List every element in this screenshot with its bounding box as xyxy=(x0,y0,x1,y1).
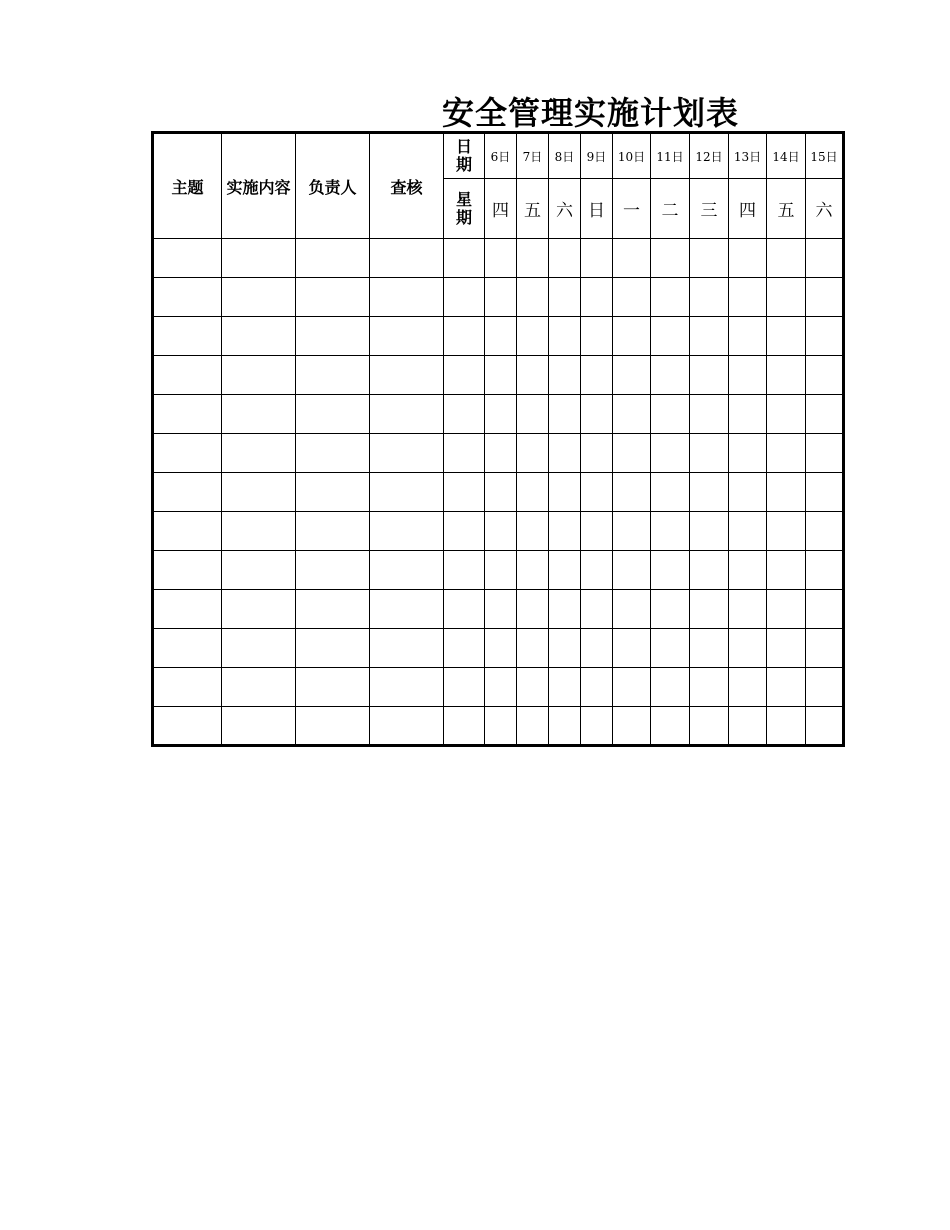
table-cell[interactable] xyxy=(370,473,444,512)
table-cell[interactable] xyxy=(581,356,613,395)
table-row xyxy=(153,278,844,317)
table-cell[interactable] xyxy=(296,473,370,512)
table-cell[interactable] xyxy=(549,356,581,395)
table-cell[interactable] xyxy=(651,590,690,629)
table-cell[interactable] xyxy=(222,239,296,278)
table-cell[interactable] xyxy=(806,239,844,278)
table-cell[interactable] xyxy=(444,317,485,356)
table-cell[interactable] xyxy=(517,356,549,395)
table-cell[interactable] xyxy=(613,512,651,551)
table-cell[interactable] xyxy=(651,239,690,278)
weekday-cell: 四 xyxy=(485,179,517,239)
table-cell[interactable] xyxy=(296,317,370,356)
table-cell[interactable] xyxy=(296,512,370,551)
table-row xyxy=(153,395,844,434)
table-cell[interactable] xyxy=(729,590,767,629)
table-cell[interactable] xyxy=(729,551,767,590)
table-cell[interactable] xyxy=(370,668,444,707)
header-date-label xyxy=(444,133,485,179)
table-cell[interactable] xyxy=(444,473,485,512)
table-row xyxy=(153,317,844,356)
table-cell[interactable] xyxy=(729,395,767,434)
table-cell[interactable] xyxy=(613,629,651,668)
table-cell[interactable] xyxy=(517,473,549,512)
table-cell[interactable] xyxy=(485,707,517,746)
table-cell[interactable] xyxy=(767,473,806,512)
table-cell[interactable] xyxy=(767,629,806,668)
table-cell[interactable] xyxy=(444,551,485,590)
table-cell[interactable] xyxy=(651,434,690,473)
table-cell[interactable] xyxy=(296,668,370,707)
table-cell[interactable] xyxy=(517,707,549,746)
table-cell[interactable] xyxy=(485,317,517,356)
page-title: 安全管理实施计划表 xyxy=(442,94,740,132)
table-cell[interactable] xyxy=(613,590,651,629)
weekday-cell: 二 xyxy=(651,179,690,239)
table-cell[interactable] xyxy=(806,590,844,629)
table-cell[interactable] xyxy=(296,434,370,473)
weekday-label-line-2: 期 xyxy=(455,207,472,227)
table-cell[interactable] xyxy=(485,668,517,707)
plan-table xyxy=(151,131,845,747)
header-row-dates xyxy=(153,133,844,179)
table-cell[interactable] xyxy=(485,551,517,590)
table-cell[interactable] xyxy=(690,278,729,317)
table-row xyxy=(153,707,844,746)
table-cell[interactable] xyxy=(806,278,844,317)
table-cell[interactable] xyxy=(444,395,485,434)
table-row xyxy=(153,512,844,551)
table-cell[interactable] xyxy=(549,590,581,629)
table-cell[interactable] xyxy=(444,278,485,317)
table-cell[interactable] xyxy=(690,473,729,512)
date-cell: 13日 xyxy=(729,133,767,179)
table-cell[interactable] xyxy=(485,512,517,551)
table-row xyxy=(153,356,844,395)
table-cell[interactable] xyxy=(613,473,651,512)
table-cell[interactable] xyxy=(613,317,651,356)
table-cell[interactable] xyxy=(370,239,444,278)
table-cell[interactable] xyxy=(153,278,222,317)
table-cell[interactable] xyxy=(690,356,729,395)
table-cell[interactable] xyxy=(581,551,613,590)
table-cell[interactable] xyxy=(690,551,729,590)
table-cell[interactable] xyxy=(444,239,485,278)
table-cell[interactable] xyxy=(296,395,370,434)
table-cell[interactable] xyxy=(485,278,517,317)
weekday-cell: 四 xyxy=(729,179,767,239)
table-cell[interactable] xyxy=(651,629,690,668)
table-cell[interactable] xyxy=(222,278,296,317)
table-cell[interactable] xyxy=(485,356,517,395)
table-cell[interactable] xyxy=(651,395,690,434)
table-cell[interactable] xyxy=(485,590,517,629)
table-cell[interactable] xyxy=(222,356,296,395)
table-cell[interactable] xyxy=(222,473,296,512)
table-cell[interactable] xyxy=(153,395,222,434)
table-cell[interactable] xyxy=(767,551,806,590)
table-cell[interactable] xyxy=(690,239,729,278)
table-cell[interactable] xyxy=(153,317,222,356)
table-cell[interactable] xyxy=(549,629,581,668)
table-row xyxy=(153,629,844,668)
table-cell[interactable] xyxy=(517,629,549,668)
table-cell[interactable] xyxy=(517,278,549,317)
date-label-line-1: 日 xyxy=(455,137,472,156)
table-cell[interactable] xyxy=(581,512,613,551)
table-cell[interactable] xyxy=(153,707,222,746)
table-cell[interactable] xyxy=(153,629,222,668)
weekday-cell: 三 xyxy=(690,179,729,239)
table-cell[interactable] xyxy=(767,317,806,356)
table-cell[interactable] xyxy=(651,551,690,590)
table-cell[interactable] xyxy=(222,551,296,590)
table-cell[interactable] xyxy=(370,707,444,746)
table-cell[interactable] xyxy=(153,434,222,473)
table-cell[interactable] xyxy=(517,395,549,434)
table-cell[interactable] xyxy=(690,395,729,434)
table-cell[interactable] xyxy=(444,590,485,629)
table-cell[interactable] xyxy=(296,356,370,395)
table-cell[interactable] xyxy=(370,629,444,668)
table-cell[interactable] xyxy=(296,278,370,317)
date-cell: 9日 xyxy=(581,133,613,179)
table-cell[interactable] xyxy=(153,551,222,590)
date-label-line-2: 期 xyxy=(455,155,472,174)
table-cell[interactable] xyxy=(729,707,767,746)
table-cell[interactable] xyxy=(581,629,613,668)
table-cell[interactable] xyxy=(613,668,651,707)
table-cell[interactable] xyxy=(767,434,806,473)
table-cell[interactable] xyxy=(517,317,549,356)
table-cell[interactable] xyxy=(806,356,844,395)
table-cell[interactable] xyxy=(767,707,806,746)
table-cell[interactable] xyxy=(690,317,729,356)
table-cell[interactable] xyxy=(729,629,767,668)
table-cell[interactable] xyxy=(690,434,729,473)
table-cell[interactable] xyxy=(806,395,844,434)
table-row xyxy=(153,590,844,629)
weekday-cell: 日 xyxy=(581,179,613,239)
date-cell: 8日 xyxy=(549,133,581,179)
table-cell[interactable] xyxy=(549,395,581,434)
table-cell[interactable] xyxy=(581,278,613,317)
table-cell[interactable] xyxy=(444,668,485,707)
table-cell[interactable] xyxy=(517,551,549,590)
table-cell[interactable] xyxy=(485,434,517,473)
table-cell[interactable] xyxy=(651,473,690,512)
table-row xyxy=(153,668,844,707)
table-cell[interactable] xyxy=(485,629,517,668)
table-cell[interactable] xyxy=(222,317,296,356)
table-cell[interactable] xyxy=(370,551,444,590)
table-cell[interactable] xyxy=(444,434,485,473)
table-cell[interactable] xyxy=(613,278,651,317)
table-cell[interactable] xyxy=(549,551,581,590)
table-row xyxy=(153,473,844,512)
table-cell[interactable] xyxy=(651,317,690,356)
table-cell[interactable] xyxy=(806,707,844,746)
table-cell[interactable] xyxy=(370,512,444,551)
table-cell[interactable] xyxy=(296,239,370,278)
table-cell[interactable] xyxy=(370,434,444,473)
table-cell[interactable] xyxy=(690,668,729,707)
table-cell[interactable] xyxy=(651,512,690,551)
table-cell[interactable] xyxy=(549,278,581,317)
table-cell[interactable] xyxy=(222,668,296,707)
table-cell[interactable] xyxy=(517,434,549,473)
table-cell[interactable] xyxy=(767,668,806,707)
table-cell[interactable] xyxy=(806,551,844,590)
table-cell[interactable] xyxy=(549,239,581,278)
table-cell[interactable] xyxy=(222,434,296,473)
table-cell[interactable] xyxy=(806,668,844,707)
table-cell[interactable] xyxy=(153,239,222,278)
table-cell[interactable] xyxy=(690,590,729,629)
table-cell[interactable] xyxy=(549,707,581,746)
table-cell[interactable] xyxy=(767,239,806,278)
date-cell: 12日 xyxy=(690,133,729,179)
table-cell[interactable] xyxy=(581,317,613,356)
table-cell[interactable] xyxy=(729,668,767,707)
table-cell[interactable] xyxy=(370,317,444,356)
table-row xyxy=(153,434,844,473)
table-cell[interactable] xyxy=(613,239,651,278)
weekday-cell: 一 xyxy=(613,179,651,239)
table-cell[interactable] xyxy=(296,629,370,668)
table-cell[interactable] xyxy=(485,473,517,512)
table-cell[interactable] xyxy=(806,434,844,473)
table-cell[interactable] xyxy=(613,356,651,395)
table-cell[interactable] xyxy=(729,512,767,551)
weekday-cell: 六 xyxy=(549,179,581,239)
table-cell[interactable] xyxy=(370,356,444,395)
table-cell[interactable] xyxy=(517,668,549,707)
table-row xyxy=(153,239,844,278)
table-cell[interactable] xyxy=(806,473,844,512)
table-cell[interactable] xyxy=(549,317,581,356)
weekday-cell: 六 xyxy=(806,179,844,239)
table-cell[interactable] xyxy=(613,707,651,746)
header-owner: 负责人 xyxy=(296,133,370,239)
table-cell[interactable] xyxy=(222,707,296,746)
table-cell[interactable] xyxy=(517,590,549,629)
table-cell[interactable] xyxy=(806,512,844,551)
table-cell[interactable] xyxy=(549,473,581,512)
date-cell: 14日 xyxy=(767,133,806,179)
weekday-label-line-1: 星 xyxy=(455,189,472,209)
table-cell[interactable] xyxy=(517,512,549,551)
table-cell[interactable] xyxy=(651,278,690,317)
table-cell[interactable] xyxy=(690,629,729,668)
table-cell[interactable] xyxy=(153,668,222,707)
date-cell: 7日 xyxy=(517,133,549,179)
table-cell[interactable] xyxy=(613,395,651,434)
date-cell: 11日 xyxy=(651,133,690,179)
table-cell[interactable] xyxy=(729,239,767,278)
header-topic: 主题 xyxy=(153,133,222,239)
table-cell[interactable] xyxy=(613,551,651,590)
table-cell[interactable] xyxy=(370,278,444,317)
table-cell[interactable] xyxy=(581,239,613,278)
weekday-cell: 五 xyxy=(517,179,549,239)
table-cell[interactable] xyxy=(729,434,767,473)
date-cell: 10日 xyxy=(613,133,651,179)
table-cell[interactable] xyxy=(581,590,613,629)
table-cell[interactable] xyxy=(296,590,370,629)
table-cell[interactable] xyxy=(581,707,613,746)
table-cell[interactable] xyxy=(444,707,485,746)
table-cell[interactable] xyxy=(444,512,485,551)
table-cell[interactable] xyxy=(370,395,444,434)
table-row xyxy=(153,551,844,590)
table-cell[interactable] xyxy=(690,512,729,551)
table-cell[interactable] xyxy=(370,590,444,629)
weekday-cell: 五 xyxy=(767,179,806,239)
table-cell[interactable] xyxy=(222,629,296,668)
table-cell[interactable] xyxy=(767,395,806,434)
table-cell[interactable] xyxy=(222,590,296,629)
table-cell[interactable] xyxy=(767,512,806,551)
header-review: 查核 xyxy=(370,133,444,239)
table-cell[interactable] xyxy=(517,239,549,278)
table-cell[interactable] xyxy=(651,356,690,395)
table-cell[interactable] xyxy=(153,512,222,551)
table-cell[interactable] xyxy=(153,473,222,512)
table-cell[interactable] xyxy=(549,668,581,707)
table-cell[interactable] xyxy=(485,239,517,278)
table-cell[interactable] xyxy=(153,356,222,395)
table-cell[interactable] xyxy=(613,434,651,473)
table-cell[interactable] xyxy=(651,668,690,707)
table-cell[interactable] xyxy=(767,356,806,395)
table-cell[interactable] xyxy=(651,707,690,746)
table-cell[interactable] xyxy=(296,707,370,746)
table-cell[interactable] xyxy=(767,278,806,317)
table-cell[interactable] xyxy=(485,395,517,434)
header-weekday-label xyxy=(444,179,485,239)
table-cell[interactable] xyxy=(444,629,485,668)
table-cell[interactable] xyxy=(729,356,767,395)
table-cell[interactable] xyxy=(222,395,296,434)
table-cell[interactable] xyxy=(581,473,613,512)
date-cell: 6日 xyxy=(485,133,517,179)
table-cell[interactable] xyxy=(729,317,767,356)
table-cell[interactable] xyxy=(222,512,296,551)
table-cell[interactable] xyxy=(581,395,613,434)
table-cell[interactable] xyxy=(690,707,729,746)
table-cell[interactable] xyxy=(549,512,581,551)
table-cell[interactable] xyxy=(296,551,370,590)
table-cell[interactable] xyxy=(549,434,581,473)
date-cell: 15日 xyxy=(806,133,844,179)
header-content: 实施内容 xyxy=(222,133,296,239)
table-cell[interactable] xyxy=(767,590,806,629)
table-cell[interactable] xyxy=(729,473,767,512)
table-cell[interactable] xyxy=(444,356,485,395)
table-cell[interactable] xyxy=(581,434,613,473)
table-cell[interactable] xyxy=(153,590,222,629)
table-cell[interactable] xyxy=(806,317,844,356)
table-cell[interactable] xyxy=(729,278,767,317)
table-cell[interactable] xyxy=(581,668,613,707)
table-cell[interactable] xyxy=(806,629,844,668)
